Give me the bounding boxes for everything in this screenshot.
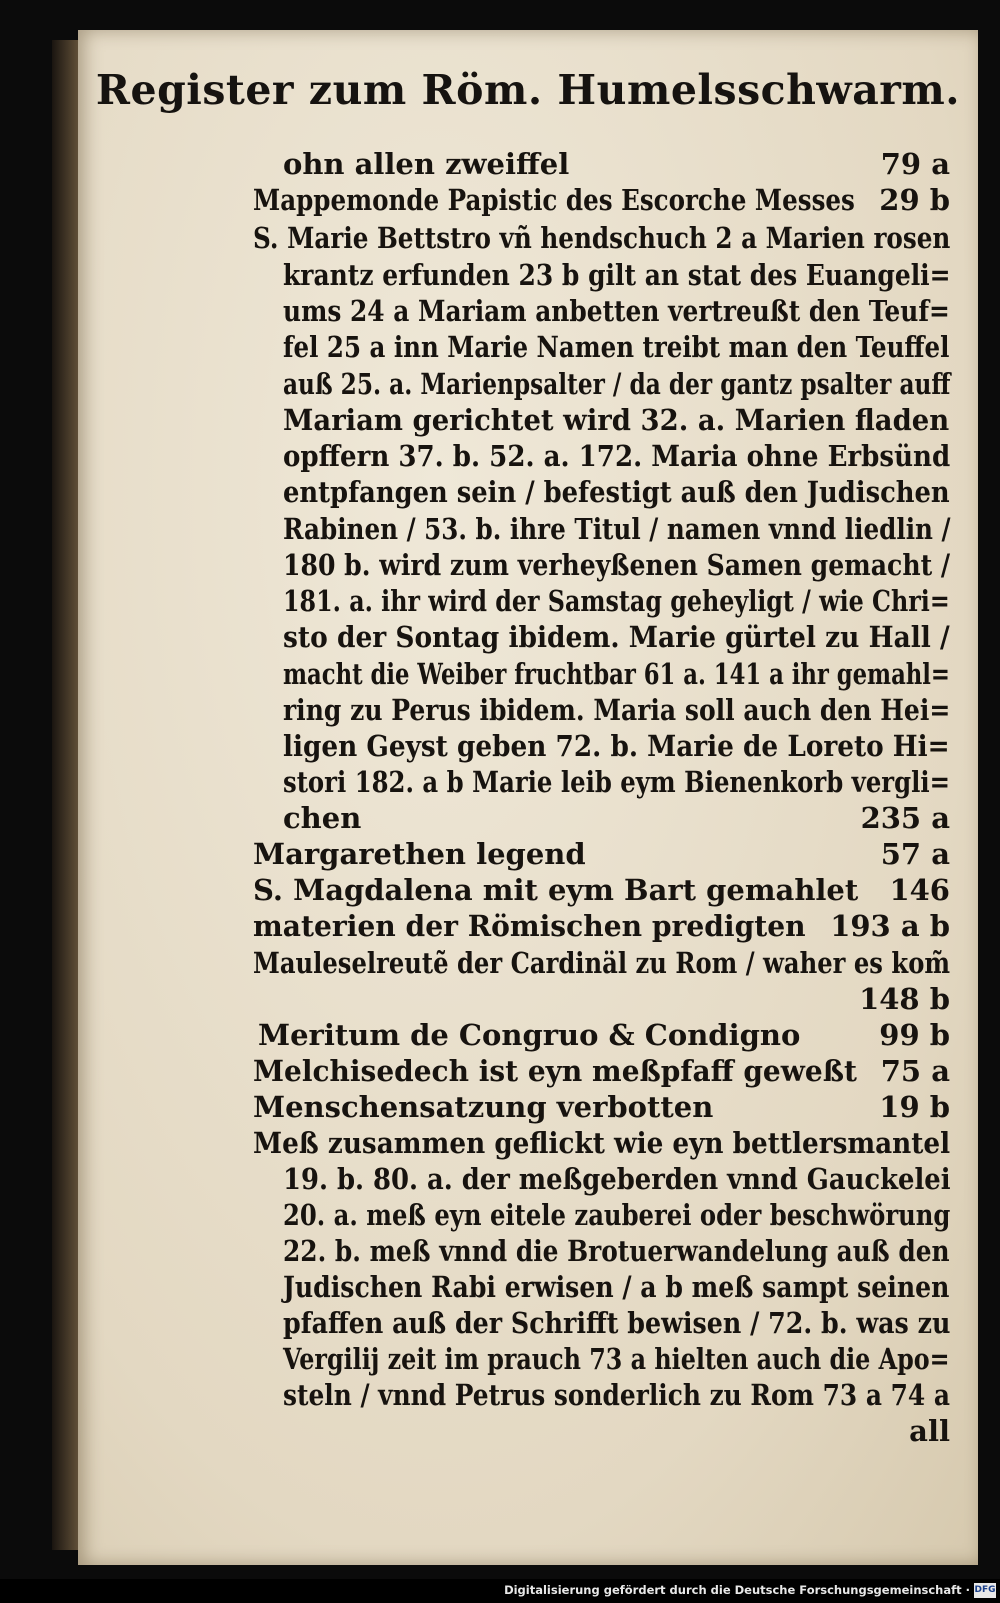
entry-text: Mauleselreutẽ der Cardinäl zu Rom / waher es kom̃ [253, 946, 951, 980]
register-entry-line [283, 1305, 950, 1341]
register-entry-line [283, 583, 950, 619]
entry-text: Rabinen / 53. b. ihre Titul / namen vnnd liedlin / [283, 512, 951, 546]
entry-page-reference: 235 a [860, 801, 950, 835]
register-entry-line [253, 182, 950, 218]
register-entry-line [283, 438, 950, 474]
entry-text: ligen Geyst geben 72. b. Marie de Loreto Hi= [283, 729, 950, 763]
register-entry-line [253, 872, 950, 908]
register-entry-line [283, 656, 950, 692]
page-running-header: Register zum Röm. Humelsschwarm. [95, 66, 961, 114]
entry-text: macht die Weiber fruchtbar 61 a. 141 a ihr gemahl= [283, 657, 950, 691]
register-entry-line [283, 1269, 950, 1305]
entry-text: ums 24 a Mariam anbetten vertreußt den Teuf= [283, 294, 950, 328]
register-entry-line [253, 220, 950, 256]
register-entry-line [283, 1197, 950, 1233]
entry-text: Judischen Rabi erwisen / a b meß sampt seinen [283, 1270, 950, 1304]
entry-text: Meritum de Congruo & Condigno [258, 1018, 801, 1052]
entry-text: chen [283, 801, 362, 835]
entry-text: Menschensatzung verbotten [253, 1090, 714, 1124]
entry-page-reference: 75 a [880, 1054, 950, 1088]
register-entry-line [283, 146, 950, 182]
register-entry-line [283, 764, 950, 800]
register-entry-line [283, 402, 950, 438]
register-entry-line [253, 908, 950, 944]
entry-text: pfaffen auß der Schrifft bewisen / 72. b. was zu [283, 1306, 951, 1340]
register-entry-line [283, 474, 950, 510]
entry-text: sto der Sontag ibidem. Marie gürtel zu Hall / [283, 620, 950, 654]
register-entry-line [253, 1125, 950, 1161]
register-entry-line [253, 1053, 950, 1089]
page-content [78, 30, 978, 1565]
entry-text: auß 25. a. Marienpsalter / da der gantz psalter auff [283, 367, 951, 401]
register-entry-line [283, 1377, 950, 1413]
register-entry-line [283, 257, 950, 293]
register-entry-line [283, 619, 950, 655]
dfg-logo: DFG [974, 1583, 996, 1598]
entry-text: stori 182. a b Marie leib eym Bienenkorb vergli= [283, 765, 951, 799]
register-entry-line [253, 1089, 950, 1125]
register-entry-line [283, 728, 950, 764]
entry-text: 19. b. 80. a. der meßgeberden vnnd Gauckelei [283, 1162, 951, 1196]
register-entry-line [283, 547, 950, 583]
entry-text: steln / vnnd Petrus sonderlich zu Rom 73 a 74 a [283, 1378, 950, 1412]
entry-text: Melchisedech ist eyn meßpfaff geweßt [253, 1054, 857, 1088]
register-entry-line [258, 1017, 950, 1053]
entry-text: ohn allen zweiffel [283, 147, 570, 181]
entry-page-reference: 19 b [879, 1090, 950, 1124]
entry-text: opffern 37. b. 52. a. 172. Maria ohne Erbsünd [283, 439, 951, 473]
entry-text: krantz erfunden 23 b gilt an stat des Euangeli= [283, 258, 951, 292]
digitization-footer [0, 1579, 1000, 1603]
entry-text: Mariam gerichtet wird 32. a. Marien fladen [283, 403, 950, 437]
entry-text: entpfangen sein / befestigt auß den Judischen [283, 475, 950, 509]
book-page [78, 30, 978, 1565]
register-entry-line [253, 981, 950, 1017]
entry-page-reference: 57 a [880, 837, 950, 871]
entry-text: 20. a. meß eyn eitele zauberei oder beschwörung [283, 1198, 951, 1232]
register-entry-line [253, 836, 950, 872]
entry-text: 181. a. ihr wird der Samstag geheyligt / wie Chri= [283, 584, 950, 618]
entry-text: fel 25 a inn Marie Namen treibt man den Teuffel [283, 330, 950, 364]
register-entry-line [283, 293, 950, 329]
entry-text: Meß zusammen geflickt wie eyn bettlersmantel [253, 1126, 951, 1160]
entry-page-reference: all [909, 1414, 950, 1448]
entry-text: materien der Römischen predigten [253, 909, 806, 943]
entry-text: 180 b. wird zum verheyßenen Samen gemacht / [283, 548, 951, 582]
entry-text: Mappemonde Papistic des Escorche Messes [253, 183, 855, 217]
entry-page-reference: 79 a [880, 147, 950, 181]
entry-page-reference: 146 [889, 873, 950, 907]
register-entry-line [283, 366, 950, 402]
entry-page-reference: 148 b [859, 982, 950, 1016]
register-entry-line [283, 692, 950, 728]
entry-text: S. Magdalena mit eym Bart gemahlet [253, 873, 859, 907]
entry-text: ring zu Perus ibidem. Maria soll auch den Hei= [283, 693, 951, 727]
register-entry-line [253, 945, 950, 981]
register-entry-line [283, 511, 950, 547]
funding-credit: Digitalisierung gefördert durch die Deutsche Forschungsgemeinschaft · [504, 1583, 970, 1597]
entry-page-reference: 29 b [879, 183, 950, 217]
register-entry-line [283, 1161, 950, 1197]
entry-text: Vergilij zeit im prauch 73 a hielten auch die Apo= [283, 1342, 950, 1376]
entry-page-reference: 99 b [879, 1018, 950, 1052]
register-entry-line [283, 800, 950, 836]
register-entry-line [283, 1413, 950, 1449]
entry-text: 22. b. meß vnnd die Brotuerwandelung auß den [283, 1234, 950, 1268]
entry-page-reference: 193 a b [830, 909, 950, 943]
entry-text: S. Marie Bettstro vñ hendschuch 2 a Marien rosen [253, 221, 951, 255]
register-entry-line [283, 1341, 950, 1377]
register-entry-line [283, 1233, 950, 1269]
entry-text: Margarethen legend [253, 837, 586, 871]
register-entry-line [283, 329, 950, 365]
